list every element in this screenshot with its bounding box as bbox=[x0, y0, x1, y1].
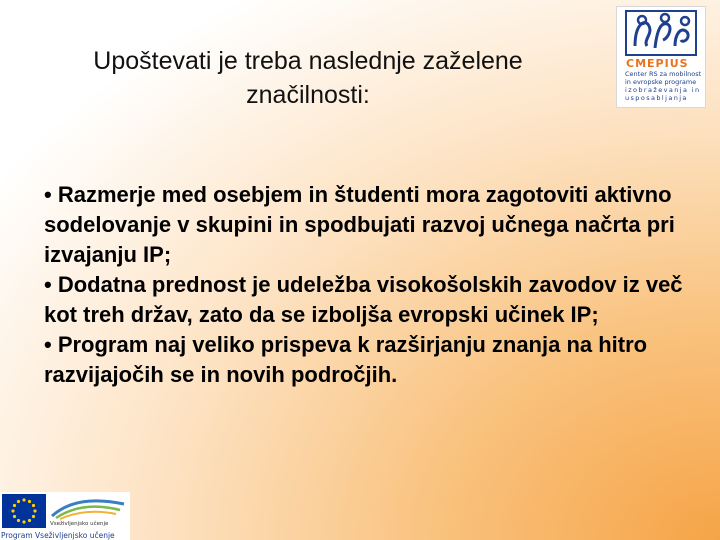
logo-tagline bbox=[625, 70, 703, 102]
slide-title-line-1: Upoštevati je treba naslednje zaželene bbox=[93, 47, 523, 75]
slide-title-line-2: značilnosti: bbox=[246, 81, 370, 109]
logo-tagline-line: izobraževanja in bbox=[625, 86, 701, 94]
slide-title bbox=[8, 44, 608, 112]
bullet-item: • Dodatna prednost je udeležba visokošolskih zavodov iz več kot treh držav, zato da se izboljša evropski učinek IP; bbox=[44, 272, 683, 327]
footer-sub-label: Vseživljenjsko učenje bbox=[50, 521, 109, 527]
logo-tagline-line: Center RS za mobilnost bbox=[625, 70, 702, 78]
bullet-list bbox=[44, 180, 684, 390]
bullet-item: • Razmerje med osebjem in študenti mora zagotoviti aktivno sodelovanje v skupini in spodbujati razvoj učnega načrta pri izvajanju IP; bbox=[44, 182, 675, 267]
logo-tagline-line: usposabljanja bbox=[625, 94, 688, 102]
cmepius-figures-icon bbox=[625, 10, 697, 56]
eu-flag-icon bbox=[2, 494, 46, 528]
footer-program-label: Program Vseživljenjsko učenje bbox=[1, 531, 115, 540]
lifelong-learning-swoosh-icon bbox=[50, 496, 126, 520]
bullet-item: • Program naj veliko prispeva k razširjanju znanja na hitro razvijajočih se in novih področjih. bbox=[44, 332, 648, 387]
logo-name: CMEPIUS bbox=[626, 57, 689, 70]
logo-tagline-line: in evropske programe bbox=[625, 78, 697, 86]
footer-logos bbox=[0, 492, 130, 540]
cmepius-logo bbox=[616, 6, 706, 108]
